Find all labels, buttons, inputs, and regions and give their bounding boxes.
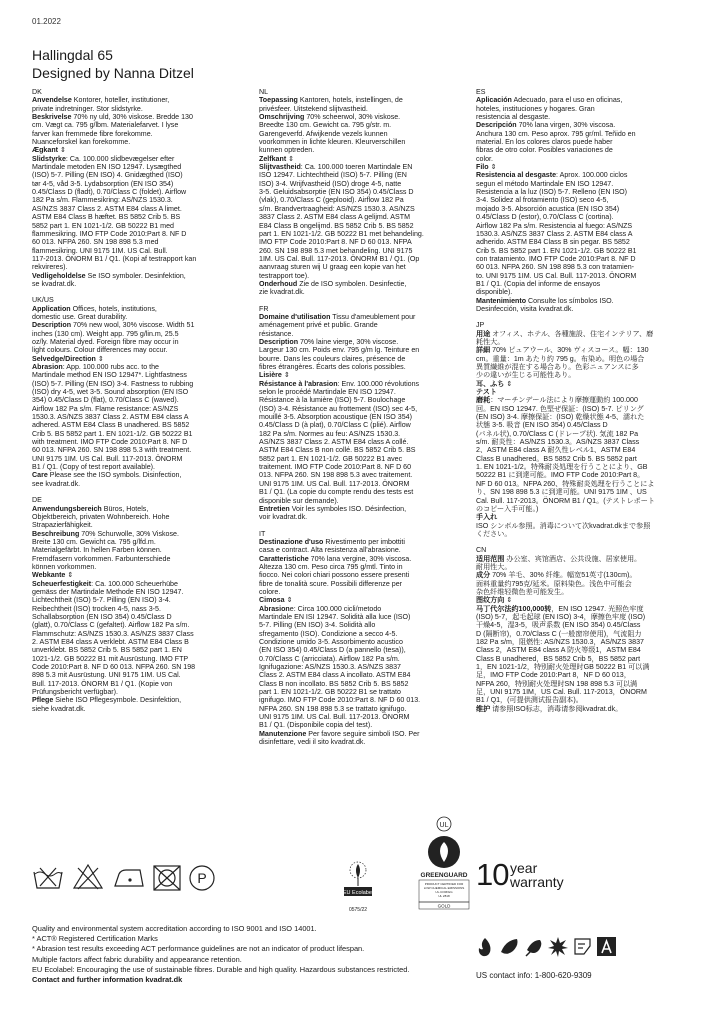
- warranty-line-2: warranty: [510, 874, 564, 890]
- greenguard-gold-certification: [416, 810, 472, 910]
- spec-line: NFPA 260. SN 198 898 5.3 se trattato ignifugo.: [259, 704, 407, 713]
- spec-line: bourre. Dans les couleurs claires, présence de: [259, 354, 406, 363]
- spec-line: 0.45/Class D (à plat), 0.70/Class C (plié). Airflow: [259, 421, 411, 430]
- footer-line: * Abrasion test results exceeding ACT performance guidelines are not an indicator of product lifespan.: [32, 944, 365, 954]
- burst-icon: [548, 937, 568, 957]
- spec-line: traitement. IMO FTP Code 2010:Part 8. NF D 60: [259, 463, 412, 472]
- iron-low-icon: [112, 866, 146, 890]
- spec-line: Bull. 117-2013. ÖNORM B1 / Q1. (Kopie von: [32, 679, 173, 688]
- spec-line: Selvedge/Direction ⇕: [32, 354, 104, 363]
- spec-line: B1 / Q1. (Copy of test report available).: [32, 463, 156, 472]
- spec-line: résistance.: [259, 329, 294, 338]
- spec-line: cm. Vægt ca. 795 g/lbm. Materialefarvet. I lyse: [32, 121, 179, 130]
- language-heading: FR: [259, 304, 269, 313]
- greenguard-brand: GREENGUARD: [420, 872, 468, 879]
- spec-line: colore.: [259, 587, 281, 596]
- language-block: [32, 88, 242, 288]
- spec-line: Flammschutz: AS/NZS 1530.3. AS/NZS 3837 Class: [32, 629, 194, 638]
- greenguard-line: UL.COM/GG: [435, 890, 453, 894]
- eu-ecolabel: [340, 856, 376, 912]
- spec-line: Résistance à la lumière (ISO) 5-7. Boulochage: [259, 396, 406, 405]
- spec-line: 足，IMO FTP Code 2010:Part 8，NF D 60 013，: [476, 671, 631, 680]
- spec-line: mojado 3-5. Absorción acustica (EN ISO 354): [476, 204, 620, 213]
- spec-line: adhered. ASTM E84 Class B unadhered. BS 5852: [32, 421, 190, 430]
- spec-line: gemäss der Martindale Methode EN ISO 12947.: [32, 587, 184, 596]
- spec-line: 60 013. NFPA 260. SN 198 898 5.3 med: [32, 238, 159, 247]
- spec-line: AS/NZS 3837 Class 2. ASTM E84 class A limet.: [32, 204, 182, 213]
- spec-line: oz/ly. Material dyed. Foreign fibre may occur in: [32, 337, 179, 346]
- spec-line: selon le procédé Martindale EN ISO 12947.: [259, 388, 396, 397]
- spec-line: (vlak), 0.70/Class C (geplooid). Airflow 182 Pa: [259, 196, 404, 205]
- spec-line: D (隔断帘)，0.70/Class C (一般窗帘使用)，气流阻力: [476, 629, 642, 638]
- spec-line: Abrasione: Circa 100.000 cicli/metodo: [259, 604, 382, 613]
- spec-line: (ISO) 5-7. Pilling (EN ISO) 4. Gnidægthed (ISO): [32, 171, 183, 180]
- spec-line: fibre de tonalità scure. Possibili differenze per: [259, 579, 403, 588]
- spec-line: Crib 5. BS 5852 part 1. EN 1021-1/2. GB 50222 B1: [32, 429, 193, 438]
- spec-line: tør 4-5, våd 3-5. Lydabsorption (EN ISO 354): [32, 179, 174, 188]
- spec-line: 马丁代尔法约100,000转，EN ISO 12947. 光照色牢度: [476, 604, 644, 613]
- spec-line: B1 / Q1. (Copia del informe de ensayos: [476, 279, 601, 288]
- spec-line: ISO) 3-4. Wrijfvastheid (ISO) droge 4-5, natte: [259, 179, 402, 188]
- spec-line: s/m. Brandvertraagheid: AS/NZS 1530.3. AS/NZS: [259, 204, 415, 213]
- match-icon: [526, 940, 541, 956]
- fire-test-icons: [476, 936, 616, 963]
- spec-line: 状態 3-5. 吸音 (EN ISO 354) 0.45/Class D: [476, 421, 608, 430]
- ce-ukca-icon: [575, 939, 590, 954]
- spec-line: hoteles, instituciones y hogares. Gran: [476, 104, 595, 113]
- spec-line: 182 Pa s/m. Flammesikring: AS/NZS 1530.3.: [32, 196, 173, 205]
- spec-line: Martindale method EN ISO 12947*. Lightfastness: [32, 371, 187, 380]
- spec-line: 足，UNI 9175 1IM，US Cal. Bull. 117-2013，ÖNORM: [476, 688, 647, 697]
- spec-line: Cimosa ⇕: [259, 596, 293, 605]
- footer-line: Quality and environmental system accreditation according to ISO 9001 and ISO 14001.: [32, 924, 317, 933]
- spec-line: Altezza 130 cm. Peso circa 795 g/mtl. Tinto in: [259, 562, 403, 571]
- spec-line: Nuanceforskel kan forekomme.: [32, 138, 131, 147]
- footer-line: EU Ecolabel: Encouraging the use of sustainable fibres. Durable and high quality. Hazardous substances restricted.: [32, 964, 410, 974]
- spec-line: 異質繊維が混在する場合あり。色彩ニュアンスに多: [476, 363, 639, 371]
- spec-line: Abrasion: App. 100.000 rubs acc. to the: [32, 363, 159, 371]
- language-block: [32, 496, 242, 713]
- spec-line: Martindale metoden EN ISO 12947. Lysægthed: [32, 163, 182, 172]
- spec-line: resistencia al desgaste.: [476, 113, 551, 122]
- spec-line: (EN ISO 354) 0.45/Class D (a pannello (tesa)),: [259, 646, 406, 655]
- language-block: [259, 305, 469, 522]
- spec-line: 面料重量约795克/延米。原料染色。浅色中可能会: [476, 579, 632, 588]
- language-heading: CN: [476, 546, 487, 555]
- care-icons: [32, 822, 472, 913]
- spec-line: ASTM E84 Class B non collé. BS 5852 Crib 5. BS: [259, 446, 416, 455]
- spec-line: color.: [476, 154, 493, 163]
- spec-line: Pflege Siehe ISO Pflegesymbole. Desinfektion,: [32, 696, 182, 705]
- spec-line: part 1. EN 1021-1/2. GB 50222 B1 met behandeling.: [259, 229, 424, 238]
- spec-line: 少の違いが生じる可能性あり。: [476, 371, 576, 380]
- warranty-number: 10: [476, 857, 509, 892]
- spec-line: fiocco. Nei colori chiari possono essere presenti: [259, 571, 410, 580]
- spec-line: Description 70% new wool, 30% viscose. Width 51: [32, 321, 195, 330]
- greenguard-line: UL 2818: [438, 894, 450, 898]
- spec-line: 耳、ふち ⇕: [476, 379, 513, 388]
- spec-line: Application Offices, hotels, institutions,: [32, 304, 157, 313]
- spec-line: 0.45/Class D (fladt), 0.70/Class C (foldet). Airflow: [32, 188, 187, 197]
- spec-line: Reibechtheit (ISO) trocken 4-5, nass 3-5.: [32, 604, 161, 613]
- spec-line: Breedte 130 cm. Gewicht ca. 795 g/str. m.: [259, 121, 392, 130]
- spec-line: Lisière ⇕: [259, 371, 290, 380]
- spec-line: material. En los colores claros puede haber: [476, 138, 613, 147]
- spec-line: Descripción 70% lana virgen, 30% viscosa.: [476, 121, 616, 130]
- spec-line: 成分 70% 羊毛、30% 纤维。幅宽51英寸(130cm)。: [476, 571, 637, 580]
- dry-clean-p-glyph: P: [197, 870, 207, 886]
- spec-line: NF D 60 013。NFPA 260、特殊耐炎処理を行うことによ: [476, 479, 655, 488]
- spec-line: B1 / Q1，(可提供测试报告副本)。: [476, 696, 583, 705]
- greenguard-badge-icon: [416, 810, 472, 910]
- spec-line: (glatt), 0.70/Class C (gefaltet). Airflow 182 Pa s/m.: [32, 621, 190, 630]
- spec-line: 3-5. Geluidsabsorptie (EN ISO 354) 0.45/Class D: [259, 188, 414, 197]
- text-column-3: [476, 88, 686, 721]
- spec-line: Domaine d'utilisation Tissu d'ameublement pour: [259, 312, 416, 321]
- spec-line: Objektbereich, privaten Wohnbereich. Hohe: [32, 512, 170, 521]
- spec-line: NFPA 260，特别耐火处理时SN 198 898 5.3 可以满: [476, 679, 638, 688]
- spec-line: können vorkommen.: [32, 562, 97, 571]
- ul-mark: UL: [439, 822, 449, 829]
- spec-line: Scheuerfestigkeit: Ca. 100.000 Scheuerhübe: [32, 579, 178, 588]
- spec-line: Anvendelse Kontorer, hoteller, institutioner,: [32, 96, 170, 105]
- spec-line: flammesikring. UNI 9175 1IM. US Cal. Bull.: [32, 246, 168, 255]
- spec-line: Class 2，ASTM E84 class A 防火等级1，ASTM E84: [476, 646, 641, 655]
- spec-line: (パネル状), 0.70/Class C (ドレープ状). 気流 182 Pa: [476, 429, 639, 438]
- spec-line: zie kvadrat.dk.: [259, 288, 305, 297]
- spec-line: 詳細 70% ピュアウール、30% ヴィスコース。幅：130: [476, 346, 649, 355]
- language-block: [476, 321, 686, 538]
- spec-line: (ISO) 5-7，起毛起球 (EN ISO) 3-4，摩擦色牢度 (ISO): [476, 612, 646, 621]
- spec-line: E84 Class B ongelijmd. BS 5852 Crib 5. BS 5852: [259, 221, 414, 230]
- spec-line: to. UNI 9175 1IM. US Cal. Bull. 117-2013. ÖNORM: [476, 271, 637, 280]
- spec-line: Slijtvastheid: Ca. 100.000 toeren Martindale EN: [259, 163, 413, 172]
- language-heading: ES: [476, 88, 486, 96]
- spec-line: 182 Pa s/m. Normes au feu: AS/NZS 1530.3.: [259, 429, 401, 438]
- spec-line: 3837 Class 2. ASTM E84 class A gelijmd. ASTM: [259, 213, 411, 222]
- spec-line: 用途 オフィス、ホテル、各種施設、住宅インテリア、磨: [476, 329, 654, 338]
- spec-line: 354) 0.45/Class D (flat), 0.70/Class C (waved).: [32, 396, 179, 405]
- spec-line: Largeur 130 cm. Poids env. 795 g/m lg. Teinture en: [259, 346, 420, 355]
- spec-line: Schallabsorption (EN ISO 354) 0.45/Class D: [32, 612, 172, 621]
- language-heading: DK: [32, 88, 42, 96]
- spec-line: aménagement privé et public. Grande: [259, 321, 378, 330]
- spec-line: Martindale EN ISI 12947. Solidità alla luce (ISO): [259, 612, 411, 621]
- language-block: [32, 296, 242, 488]
- spec-line: 耐用性大。: [476, 562, 512, 571]
- greenguard-tier: GOLD: [437, 903, 451, 909]
- spec-line: privésfeer. Uitstekend slijtvastheid.: [259, 104, 368, 113]
- spec-line: con tratamiento. IMO FTP Code 2010:Part 8. NF D: [476, 254, 636, 263]
- spec-line: Beschreibung 70% Schurwolle, 30% Viskose.: [32, 529, 179, 538]
- spec-line: Code 2010:Part 8. NF D 60 013. NFPA 260. SN 198: [32, 663, 196, 672]
- spec-line: fibras de otro color. Posibles variaciones de: [476, 146, 613, 155]
- spec-line: ください。: [476, 529, 512, 538]
- spec-line: UNI 9175 1IM. US Cal. Bull. 117-2013. ÖNORM: [259, 479, 410, 488]
- us-contact-info: US contact info: 1-800-620-9309: [476, 971, 592, 980]
- footer-contact-line: Contact and further information kvadrat.dk: [32, 975, 183, 985]
- spec-line: (ISO) dry 4-5, wet 3-5. Sound absorption (EN ISO: [32, 388, 189, 397]
- spec-line: B1 / Q1. (La copie du compte rendu des tests est: [259, 488, 414, 497]
- ecolabel-text: EU Ecolabel: [342, 890, 374, 896]
- spec-line: Cal. Bull. 117-2013。ÖNORM B1 / Q1。(テストレポート: [476, 496, 655, 505]
- spec-line: 图纹方向 ⇕: [476, 596, 513, 605]
- spec-line: 117-2013. ÖNORM B1 / Q1. (Kopi af testrapport kan: [32, 254, 197, 263]
- spec-line: 60 013. NFPA 260. SN 198 898 5.3 with treatment.: [32, 446, 192, 455]
- greenguard-line: LOW CHEMICAL EMISSIONS: [423, 886, 465, 890]
- spec-line: (ISO) 5-7. Pilling (EN ISO) 3-4. Fastness to rubbing: [32, 379, 194, 388]
- spec-line: aanvraag sturen wij U graag een kopie van het: [259, 263, 406, 272]
- spec-line: Webkante ⇕: [32, 571, 74, 580]
- spec-line: disponible sur demande).: [259, 496, 339, 505]
- footer-line: * ACT® Registered Certification Marks: [32, 934, 158, 944]
- spec-line: Breite 130 cm. Gewicht ca. 795 g/lfd.m.: [32, 537, 156, 546]
- spec-line: private indretninger. Stor slidstyrke.: [32, 104, 143, 113]
- spec-line: domestic use. Great durability.: [32, 312, 128, 321]
- spec-line: Airflow 182 Pa s/m. Resistencia al fuego: AS/NZS: [476, 221, 633, 230]
- fire-icons-row: [476, 936, 616, 958]
- spec-line: ignifugo. IMO FTP Code 2010:Part 8. NF D 60 013.: [259, 696, 421, 705]
- text-column-2: [259, 88, 469, 754]
- spec-line: 1530.3. AS/NZS 3837 Class 2. ASTM E84 class A: [476, 229, 633, 238]
- spec-line: segun el método Martindale EN ISO 12947.: [476, 179, 614, 188]
- spec-line: Destinazione d'uso Rivestimento per imbottiti: [259, 537, 405, 546]
- spec-line: 1021-1/2. GB 50222 B1 mit Ausrüstung. IMO FTP: [32, 654, 189, 663]
- spec-line: UNI 9175 1IM. US Cal. Bull. 117-2013. ÖNORM: [32, 454, 183, 463]
- language-block: [476, 546, 686, 713]
- spec-line: 1，EN 1021-1/2，特别耐火处理时GB 50222 B1 可以满: [476, 663, 650, 672]
- spec-line: flammesikring. IMO FTP Code 2010:Part 8. NF D: [32, 229, 187, 238]
- spec-line: Résistance à l'abrasion: Env. 100.000 révolutions: [259, 379, 420, 388]
- spec-line: 898 5.3 mit Ausrüstung. UNI 9175 1IM. US Cal.: [32, 671, 181, 680]
- spec-line: UNI 9175 1IM. US Cal. Bull. 117-2013. ÖNORM: [259, 713, 410, 722]
- greenguard-line: PRODUCT CERTIFIED FOR: [424, 882, 464, 886]
- spec-line: Mantenimiento Consulte los símbolos ISO.: [476, 296, 614, 305]
- spec-line: Zelfkant ⇕: [259, 154, 295, 163]
- spec-line: 杂色纤维轻微色差可能发生。: [476, 587, 569, 596]
- spec-line: see kvadrat.dk.: [32, 479, 81, 488]
- text-column-1: [32, 88, 242, 721]
- spec-line: with treatment. IMO FTP Code 2010:Part 8. NF D: [32, 438, 188, 447]
- product-title: Hallingdal 65: [32, 47, 113, 63]
- spec-line: のコピー入手可能。): [476, 504, 539, 513]
- spec-line: Class B unadhered。BS 5852 Crib 5. BS 5852 part: [476, 454, 637, 463]
- spec-line: Airflow 182 Pa s/m. Flame resistance: AS/NZS: [32, 404, 179, 413]
- spec-line: Anchura 130 cm. Peso aprox. 795 gr/ml. Teñido en: [476, 129, 636, 138]
- spec-line: 5-7. Pilling (EN ISO) 3-4. Solidità allo: [259, 621, 376, 630]
- spec-line: 182 Pa s/m，阻燃性: AS/NZS 1530.3，AS/NZS 3837: [476, 638, 644, 646]
- language-heading: UK/US: [32, 296, 54, 305]
- spec-line: Class B unadhered，BS 5852 Crib 5，BS 5852 part: [476, 654, 641, 663]
- spec-line: 3-4. Solidez al frotamiento (ISO) seco 4-5,: [476, 196, 609, 205]
- spec-line: voorkommen in lichte kleuren. Kleurverschillen: [259, 138, 406, 147]
- spec-line: (EN ISO) 3-4. 摩擦保証：(ISO) 乾燥状態 4-5、濡れた: [476, 413, 645, 422]
- spec-line: fibres étrangères. Écarts des coloris possibles.: [259, 363, 406, 371]
- spec-line: adherido. ASTM E84 Class B sin pegar. BS 5852: [476, 238, 630, 247]
- hand-wash-icon: [32, 864, 64, 890]
- spec-line: 1IM. US Cal. Bull. 117-2013. ÖNORM B1 / Q1. (Op: [259, 254, 420, 263]
- spec-line: testrapport toe).: [259, 271, 310, 280]
- spec-line: 013. NFPA 260. SN 198 898 5.3 avec traitement.: [259, 471, 413, 480]
- spec-line: Garengeverfd. Afwijkende vezels kunnen: [259, 129, 388, 138]
- designer-subtitle: Designed by Nanna Ditzel: [32, 65, 194, 81]
- spec-line: 回。EN ISO 12947. 色堅ぜ保証：(ISO) 5-7. ピリング: [476, 404, 644, 413]
- spec-line: 耗性大。: [476, 337, 505, 346]
- footer-line: Multiple factors affect fabric durability and appearance retention.: [32, 954, 242, 964]
- spec-line: Crib 5. BS 5852 part 1. EN 1021-1/2. GB 50222 B1: [476, 246, 637, 255]
- spec-line: sfregamento (ISO). Condizione a secco 4-5.: [259, 629, 398, 638]
- spec-line: Ægkant ⇕: [32, 146, 66, 155]
- language-block: [259, 88, 469, 297]
- spec-line: Ignifugazione: AS/NZS 1530.3. AS/NZS 3837: [259, 663, 401, 672]
- spec-line: Manutenzione Per favore seguire simboli ISO. Per: [259, 729, 420, 738]
- spec-line: Strapazierfähigkeit.: [32, 521, 93, 530]
- language-block: [476, 88, 686, 313]
- language-heading: JP: [476, 321, 485, 330]
- language-heading: NL: [259, 88, 269, 96]
- spec-line: Anwendungsbereich Büros, Hotels,: [32, 504, 149, 513]
- spec-line: Beskrivelse 70% ny uld, 30% viskose. Bredde 130: [32, 113, 193, 122]
- do-not-bleach-icon: [72, 862, 104, 890]
- spec-line: ISO 12947. Lichtechtheid (ISO) 5-7. Pilling (EN: [259, 171, 407, 180]
- a-class-icon: [597, 937, 616, 956]
- spec-line: mouillé 3-5. Absorption acoustique (EN ISO 354): [259, 413, 412, 422]
- spec-line: 5852 part 1. EN 1021-1/2. GB 50222 B1 med: [32, 221, 174, 230]
- spec-line: disponible).: [476, 288, 513, 297]
- spec-line: Class B non incollato. BS 5852 Crib 5. BS 5852: [259, 679, 409, 688]
- spec-line: Toepassing Kantoren, hotels, instellingen, de: [259, 96, 403, 105]
- spec-line: 2. ASTM E84 class A verklebt. ASTM E84 Class B: [32, 638, 189, 646]
- spec-line: 2、ASTM E84 class A 耐久性レベル1、ASTM E84: [476, 446, 636, 455]
- ecolabel-flower-icon: [340, 856, 376, 900]
- spec-line: 1530.3. AS/NZS 3837 Class 2. ASTM E84 class A: [32, 413, 189, 422]
- spec-line: 1. EN 1021-1/2。特殊耐炎処理を行うことにより、GB: [476, 463, 648, 472]
- spec-line: light colours. Colour differences may occur.: [32, 346, 168, 355]
- spec-line: kunnen optreden.: [259, 146, 315, 155]
- spec-line: Resistencia a la luz (ISO) 5-7. Relleno (EN ISO): [476, 188, 627, 197]
- spec-line: テスト: [476, 388, 497, 397]
- footer-notes: [32, 924, 472, 985]
- spec-line: casa e contract. Alta resistenza all'abrasione.: [259, 546, 401, 555]
- spec-line: 260. SN 198 898 5.3 met behandeling. UNI 9175: [259, 246, 413, 255]
- spec-line: 维护 请参照ISO标志，消毒请参阅kvadrat.dk。: [476, 704, 623, 713]
- dry-clean-p-icon: [188, 864, 216, 892]
- spec-line: rekvireres).: [32, 263, 68, 272]
- spec-line: inches (130 cm). Weight app. 795 g/lin.m, 25.5: [32, 329, 179, 338]
- ecolabel-code: 0575/22: [348, 907, 368, 913]
- spec-line: se kvadrat.dk.: [32, 279, 77, 288]
- date-label: 01.2022: [32, 17, 61, 26]
- spec-line: farver kan fremmede fibre forekomme.: [32, 129, 153, 138]
- spec-line: り、SN 198 898 5.3 に到達可能。UNI 9175 1IM 、US: [476, 488, 647, 497]
- spec-line: Omschrijving 70% scheerwol, 30% viskose.: [259, 113, 401, 122]
- spec-line: Description 70% laine vierge, 30% viscose.: [259, 337, 399, 346]
- spec-line: (ISO) 3-4. Résistance au frottement (ISO) sec 4-5,: [259, 404, 418, 413]
- spec-line: B1 / Q1. (Disponibile copia del test).: [259, 721, 373, 730]
- spec-line: Caratteristiche 70% lana vergine, 30% viscosa.: [259, 554, 412, 563]
- spec-line: s/m. 耐炎性：AS/NZS 1530.3。AS/NZS 3837 Class: [476, 438, 640, 447]
- spec-line: voir kvadrat.dk.: [259, 513, 308, 522]
- spec-line: Care Please see the ISO symbols. Disinfection,: [32, 471, 182, 480]
- spec-line: IMO FTP Code 2010:Part 8. NF D 60 013. NFPA: [259, 238, 412, 247]
- spec-line: Fremdfasern vorkommen. Farbunterschiede: [32, 554, 171, 563]
- spec-line: unverklebt. BS 5852 Crib 5. BS 5852 part 1. EN: [32, 646, 182, 655]
- do-not-tumble-dry-icon: [152, 864, 182, 892]
- spec-line: Lichtechtheit (ISO) 5-7. Pilling (EN ISO) 3-4.: [32, 596, 171, 605]
- language-block: [259, 530, 469, 747]
- spec-line: 0.70/Class C (arricciata). Airflow 182 Pa s/m.: [259, 654, 400, 663]
- spec-line: disinfettare, vedi il sito kvadrat.dk.: [259, 738, 366, 747]
- spec-line: 60 013. NFPA 260. SN 198 898 5.3 con tratamien-: [476, 263, 634, 272]
- spec-line: Filo ⇕: [476, 163, 497, 172]
- spec-line: 干燥4-5，湿3-5，吸声系数 (EN ISO 354) 0.45/Class: [476, 621, 641, 630]
- spec-line: cm。重量：1m あたり約 795 g。布染め。明色の場合: [476, 354, 645, 363]
- spec-line: 手入れ: [476, 513, 498, 522]
- spec-line: Vedligeholdelse Se ISO symboler. Desinfektion,: [32, 271, 186, 280]
- cigarette-icon: [501, 939, 518, 954]
- spec-line: 5852 part 1. EN 1021-1/2. GB 50222 B1 avec: [259, 454, 403, 463]
- spec-line: 磨耗：マーチンデール法により摩擦運動約 100.000: [476, 396, 638, 405]
- spec-line: 适用范围 办公室、宾馆酒店、公共设施、居家使用。: [476, 554, 642, 563]
- spec-line: 0.45/Class D (estor), 0.70/Class C (cortina).: [476, 213, 614, 222]
- spec-line: siehe kvadrat.dk.: [32, 704, 86, 713]
- spec-line: Materialgefärbt. In hellen Farben können.: [32, 546, 162, 555]
- spec-line: ISO シンボル参照。消毒について次kvadrat.dkまで参照: [476, 521, 651, 530]
- spec-line: part 1. EN 1021-1/2. GB 50222 B1 se trattato: [259, 688, 401, 697]
- spec-line: Onderhoud Zie de ISO symbolen. Desinfectie,: [259, 279, 407, 288]
- spec-line: Entretien Voir les symboles ISO. Désinfection,: [259, 504, 407, 513]
- spec-line: AS/NZS 3837 Class 2. ASTM E84 class A collé.: [259, 438, 409, 447]
- spec-line: ASTM E84 Class B hæftet. BS 5852 Crib 5. BS: [32, 213, 181, 222]
- spec-line: Slidstyrke: Ca. 100.000 slidbevægelser efter: [32, 154, 175, 163]
- spec-line: Prüfungsbericht verfügbar).: [32, 688, 118, 697]
- warranty-line-1: year: [510, 860, 538, 876]
- spec-line: Resistencia al desgaste: Aprox. 100.000 ciclos: [476, 171, 628, 180]
- spec-line: Desinfección, visita kvadrat.dk.: [476, 304, 574, 313]
- spec-line: 50222 B1 に到達可能。IMO FTP Code 2010:Part 8。: [476, 471, 645, 480]
- spec-line: Class 2. ASTM E84 class A incollato. ASTM E84: [259, 671, 411, 680]
- spec-line: Condizione umido 3-5. Assorbimento acustico: [259, 638, 403, 646]
- spec-line: Aplicación Adecuado, para el uso en oficinas,: [476, 96, 623, 105]
- language-heading: DE: [32, 496, 42, 505]
- flame-icon: [479, 938, 491, 956]
- language-heading: IT: [259, 529, 266, 538]
